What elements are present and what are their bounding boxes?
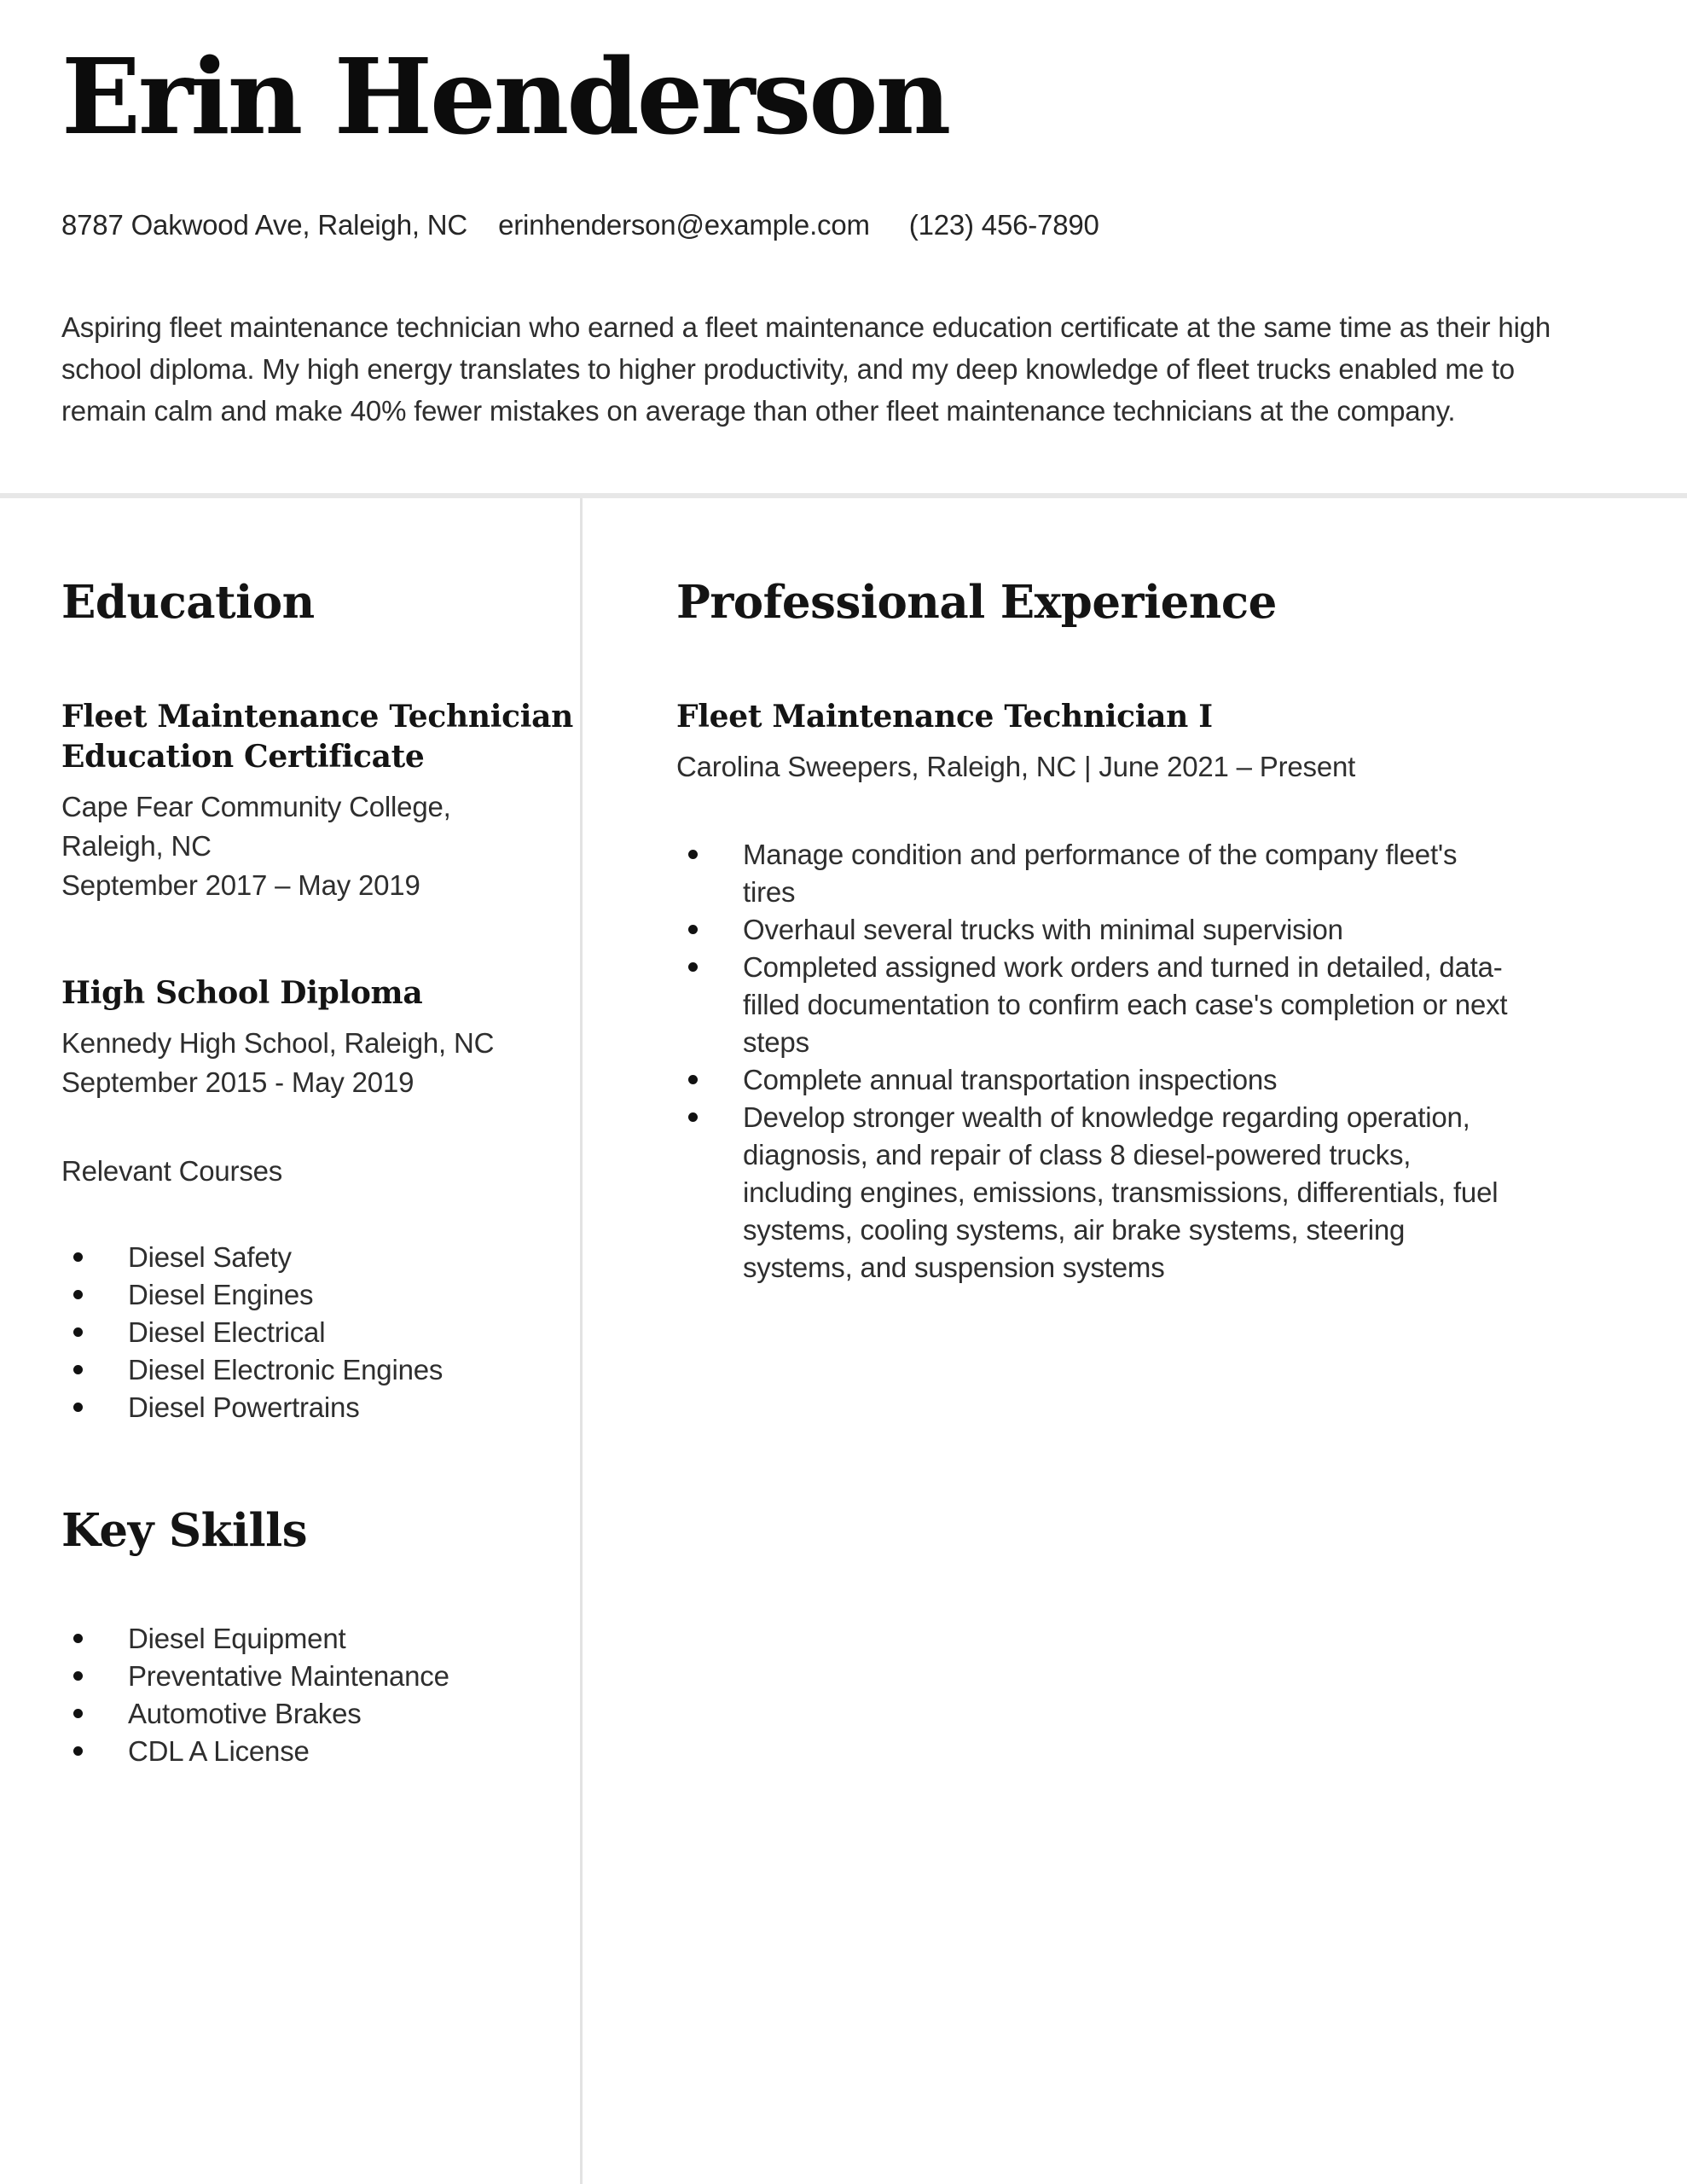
job-bullet-list xyxy=(676,836,1508,1287)
experience-section xyxy=(676,577,1626,1287)
job-entry xyxy=(676,697,1626,1287)
job-bullet: Develop stronger wealth of knowledge regarding operation, diagnosis, and repair of class 8 diesel-powered trucks, including engines, emissions, transmissions, differentials, fuel systems, cooling systems, air brake systems, steering systems, and suspension systems xyxy=(676,1099,1508,1287)
course-item: Diesel Electrical xyxy=(61,1314,580,1351)
education-dates: September 2017 – May 2019 xyxy=(61,868,420,901)
school-name: Cape Fear Community College, Raleigh, NC xyxy=(61,790,451,862)
degree-title: High School Diploma xyxy=(61,974,423,1011)
skill-item: CDL A License xyxy=(61,1733,580,1770)
contact-line xyxy=(61,206,1626,245)
job-bullet: Overhaul several trucks with minimal supervision xyxy=(676,911,1508,949)
right-column xyxy=(583,498,1687,2184)
relevant-courses-label: Relevant Courses xyxy=(61,1154,283,1187)
education-entry xyxy=(61,973,580,1102)
two-column-body xyxy=(0,498,1687,2184)
contact-address: 8787 Oakwood Ave, Raleigh, NC xyxy=(61,209,468,241)
key-skills-heading: Key Skills xyxy=(61,1503,308,1557)
school-name: Kennedy High School, Raleigh, NC xyxy=(61,1026,495,1059)
education-entry xyxy=(61,697,580,905)
education-heading: Education xyxy=(61,575,315,629)
skill-item: Preventative Maintenance xyxy=(61,1658,580,1695)
course-item: Diesel Safety xyxy=(61,1239,580,1276)
job-bullet: Complete annual transportation inspections xyxy=(676,1061,1508,1099)
candidate-name: Erin Henderson xyxy=(61,35,949,158)
contact-phone: (123) 456-7890 xyxy=(908,209,1099,241)
education-dates: September 2015 - May 2019 xyxy=(61,1066,415,1098)
summary-paragraph: Aspiring fleet maintenance technician who earned a fleet maintenance education certificate at the same time as their high school diploma. My high energy translates to higher productivity, and my deep knowledge of fleet trucks enabled me to remain calm and make 40% fewer mistakes on average than other fleet maintenance technicians at the company. xyxy=(61,311,1551,427)
job-bullet: Manage condition and performance of the company fleet's tires xyxy=(676,836,1508,911)
key-skills-list xyxy=(61,1620,580,1770)
job-bullet: Completed assigned work orders and turned in detailed, data-filled documentation to confirm each case's completion or next steps xyxy=(676,949,1508,1061)
job-title: Fleet Maintenance Technician I xyxy=(676,698,1213,735)
job-meta: Carolina Sweepers, Raleigh, NC | June 2021 – Present xyxy=(676,750,1356,782)
relevant-courses-list xyxy=(61,1239,580,1426)
key-skills-section xyxy=(61,1505,580,1770)
degree-title: Fleet Maintenance Technician Education Certificate xyxy=(61,698,573,775)
resume-header xyxy=(0,0,1687,432)
course-item: Diesel Electronic Engines xyxy=(61,1351,580,1389)
contact-email: erinhenderson@example.com xyxy=(498,209,870,241)
education-section xyxy=(61,577,580,1426)
course-item: Diesel Powertrains xyxy=(61,1389,580,1426)
course-item: Diesel Engines xyxy=(61,1276,580,1314)
skill-item: Diesel Equipment xyxy=(61,1620,580,1658)
skill-item: Automotive Brakes xyxy=(61,1695,580,1733)
left-column xyxy=(0,498,583,2184)
experience-heading: Professional Experience xyxy=(676,575,1277,629)
